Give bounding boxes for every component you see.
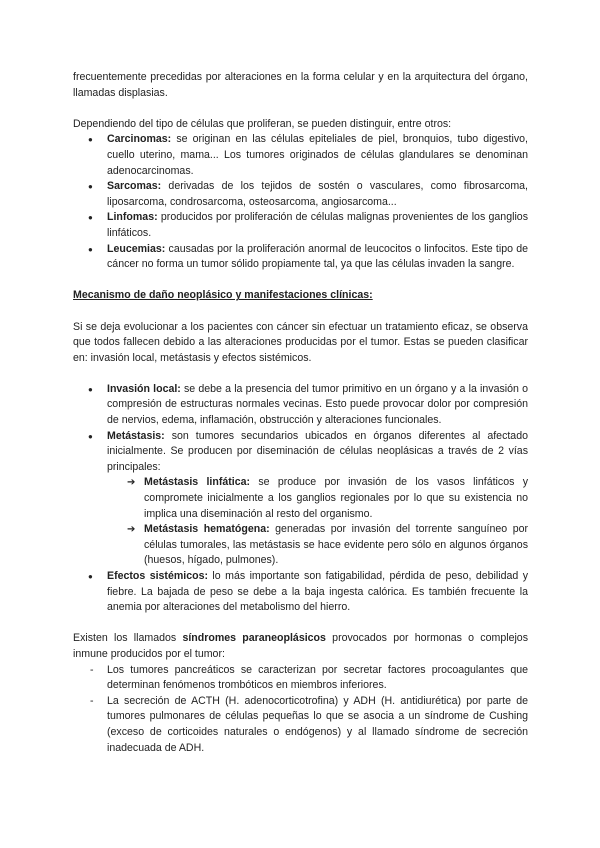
text-metastasis: son tumores secundarios ubicados en órganos diferentes al afectado inicialmente. Se producen por diseminación de células neoplásicas a través de 2 vías principales: <box>107 429 528 473</box>
arrow-icon: ➔ <box>127 477 136 489</box>
section-heading: Mecanismo de daño neoplásico y manifestaciones clínicas: <box>73 289 373 302</box>
paraneoplastic-list <box>73 663 528 757</box>
term-hematogenous: Metástasis hematógena: <box>144 523 270 536</box>
text-leucemias: causadas por la proliferación anormal de leucocitos o linfocitos. Este tipo de cáncer no forma un tumor sólido propiamente tal, ya que las células invaden la sangre. <box>107 242 528 271</box>
paraneoplastic-intro <box>73 631 528 662</box>
document-page <box>73 70 528 756</box>
list-item-carcinomas <box>73 132 528 179</box>
term-linfomas: Linfomas: <box>107 211 158 224</box>
types-intro: Dependiendo del tipo de células que proliferan, se pueden distinguir, entre otros: <box>73 117 452 130</box>
text-lymphatic: se produce por invasión de los vasos linfáticos y compromete inicialmente a los ganglios regionales por lo que su existencia no implica una diseminación al resto del organismo. <box>144 476 528 520</box>
list-item-systemic <box>73 569 528 616</box>
text-carcinomas: se originan en las células epiteliales de piel, bronquios, tubo digestivo, cuello uterino, mama... Los tumores originados de células glandulares se denominan adenocarcinomas. <box>107 133 528 177</box>
text-systemic: lo más importante son fatigabilidad, pérdida de peso, debilidad y fiebre. La bajada de peso se debe a la baja ingesta calórica. Es también frecuente la anemia por alteraciones del metabolismo del hierro. <box>107 570 528 614</box>
list-item-sarcomas <box>73 179 528 210</box>
term-leucemias: Leucemias: <box>107 242 166 255</box>
term-metastasis: Metástasis: <box>107 429 165 442</box>
list-item-acth-adh: - La secreción de ACTH (H. adenocorticotrofina) y ADH (H. antidiurética) por parte de tumores pulmonares de células pequeñas lo que se asocia a un síndrome de Cushing (exceso de corticoides naturales o endógenos) y al llamado síndrome de secreción inadecuada de ADH. <box>73 694 528 756</box>
list-item-pancreatic: - Los tumores pancreáticos se caracterizan por secretar factores procoagulantes que determinan fenómenos trombóticos en miembros inferiores. <box>73 663 528 694</box>
text-local-invasion: se debe a la presencia del tumor primitivo en un órgano y a la invasión o compresión de estructuras normales vecinas. Esto puede provocar dolor por compresión de nervios, edema, inflamación, obstrucción y alteraciones funcionales. <box>107 382 528 427</box>
text-sarcomas: derivadas de los tejidos de sostén o vasculares, como fibrosarcoma, liposarcoma, condrosarcoma, osteosarcoma, angiosarcoma... <box>107 180 528 208</box>
term-carcinomas: Carcinomas: <box>107 133 172 146</box>
term-sarcomas: Sarcomas: <box>107 180 162 193</box>
list-item-linfomas <box>73 210 528 241</box>
list-item-local-invasion <box>73 382 528 429</box>
section-intro: Si se deja evolucionar a los pacientes con cáncer sin efectuar un tratamiento eficaz, se observa que todos fallecen debido a las alteraciones producidas por el tumor. Estas se pueden clasificar en: invasión local, metástasis y efectos sistémicos. <box>73 320 528 364</box>
term-systemic: Efectos sistémicos: <box>107 570 208 582</box>
term-local-invasion: Invasión local: <box>107 382 181 395</box>
arrow-icon: ➔ <box>127 524 136 536</box>
cancer-types-list <box>73 132 528 272</box>
text-hematogenous: generadas por invasión del torrente sanguíneo por células tumorales, las metástasis se hace evidente pero sólo en algunos órganos (huesos, hígado, pulmones). <box>144 523 529 567</box>
intro-continuation: frecuentemente precedidas por alteraciones en la forma celular y en la arquitectura del órgano, llamadas displasias. <box>73 71 528 99</box>
text-linfomas: producidos por proliferación de células malignas provenientes de los ganglios linfáticos. <box>107 211 528 239</box>
list-item-lymphatic <box>107 475 528 522</box>
term-paraneoplastic: síndromes paraneoplásicos <box>182 632 326 645</box>
metastasis-sublist <box>107 475 528 569</box>
paraneoplastic-before: Existen los llamados <box>73 632 183 645</box>
list-item-metastasis <box>73 429 528 569</box>
paraneoplastic-after: provocados por hormonas o complejos inmune producidos por el tumor: <box>73 632 528 660</box>
term-lymphatic: Metástasis linfática: <box>144 476 251 489</box>
mechanisms-list <box>73 382 528 616</box>
list-item-leucemias <box>73 242 528 273</box>
list-item-hematogenous <box>107 522 528 569</box>
